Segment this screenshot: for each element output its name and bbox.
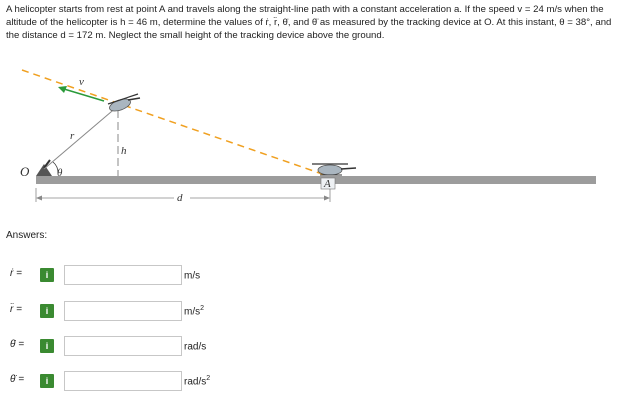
label-h: h — [121, 145, 127, 157]
rddot-input[interactable] — [64, 301, 182, 321]
label-O: O — [20, 164, 30, 179]
unit-label: m/s — [184, 270, 201, 282]
label-r: r — [70, 130, 75, 142]
info-icon[interactable]: i — [40, 304, 54, 318]
info-icon[interactable]: i — [40, 339, 54, 353]
helicopter-icon — [108, 94, 140, 113]
rdot-input[interactable] — [64, 265, 182, 285]
label-theta: θ — [57, 167, 63, 179]
label-d: d — [177, 192, 183, 204]
answer-symbol: θ̈ = — [10, 374, 25, 385]
answer-symbol: θ̇ = — [10, 339, 25, 350]
answer-symbol: r̈ = — [10, 304, 22, 315]
r-line — [44, 106, 118, 169]
tracking-device-icon — [36, 160, 52, 176]
info-icon[interactable]: i — [40, 268, 54, 282]
answer-row-rdot — [0, 265, 627, 285]
thetaddot-input[interactable] — [64, 371, 182, 391]
unit-label: rad/s — [184, 341, 207, 353]
unit-label: rad/$s^2$ — [184, 375, 211, 388]
answer-row-thetadot — [0, 336, 627, 356]
problem-statement: A helicopter starts from rest at point A and travels along the straight-line path with a constant acceleration a. If the speed v = 24 m/s when the altitude of the helicopter is h = 46 m, determine the values of ṙ, r̈, θ̇, and θ̈ as measured by the tracking device at O. At this instant, θ = 38°, and the distance d = 172 m. Neglect the small height of the tracking device above the ground. — [6, 4, 612, 41]
unit-label: $m/s^2$ — [184, 305, 205, 318]
velocity-arrow — [58, 86, 104, 101]
info-icon[interactable]: i — [40, 374, 54, 388]
d-dimension — [36, 188, 330, 202]
ground — [36, 176, 596, 184]
answers-heading: Answers: — [6, 230, 48, 241]
answer-row-thetaddot — [0, 371, 627, 391]
helicopter-figure — [0, 52, 627, 222]
label-v: v — [79, 76, 84, 88]
thetadot-input[interactable] — [64, 336, 182, 356]
flight-path — [22, 70, 328, 176]
answer-row-rddot — [0, 301, 627, 321]
answer-symbol: ṙ = — [10, 268, 22, 279]
label-A: A — [324, 178, 331, 190]
